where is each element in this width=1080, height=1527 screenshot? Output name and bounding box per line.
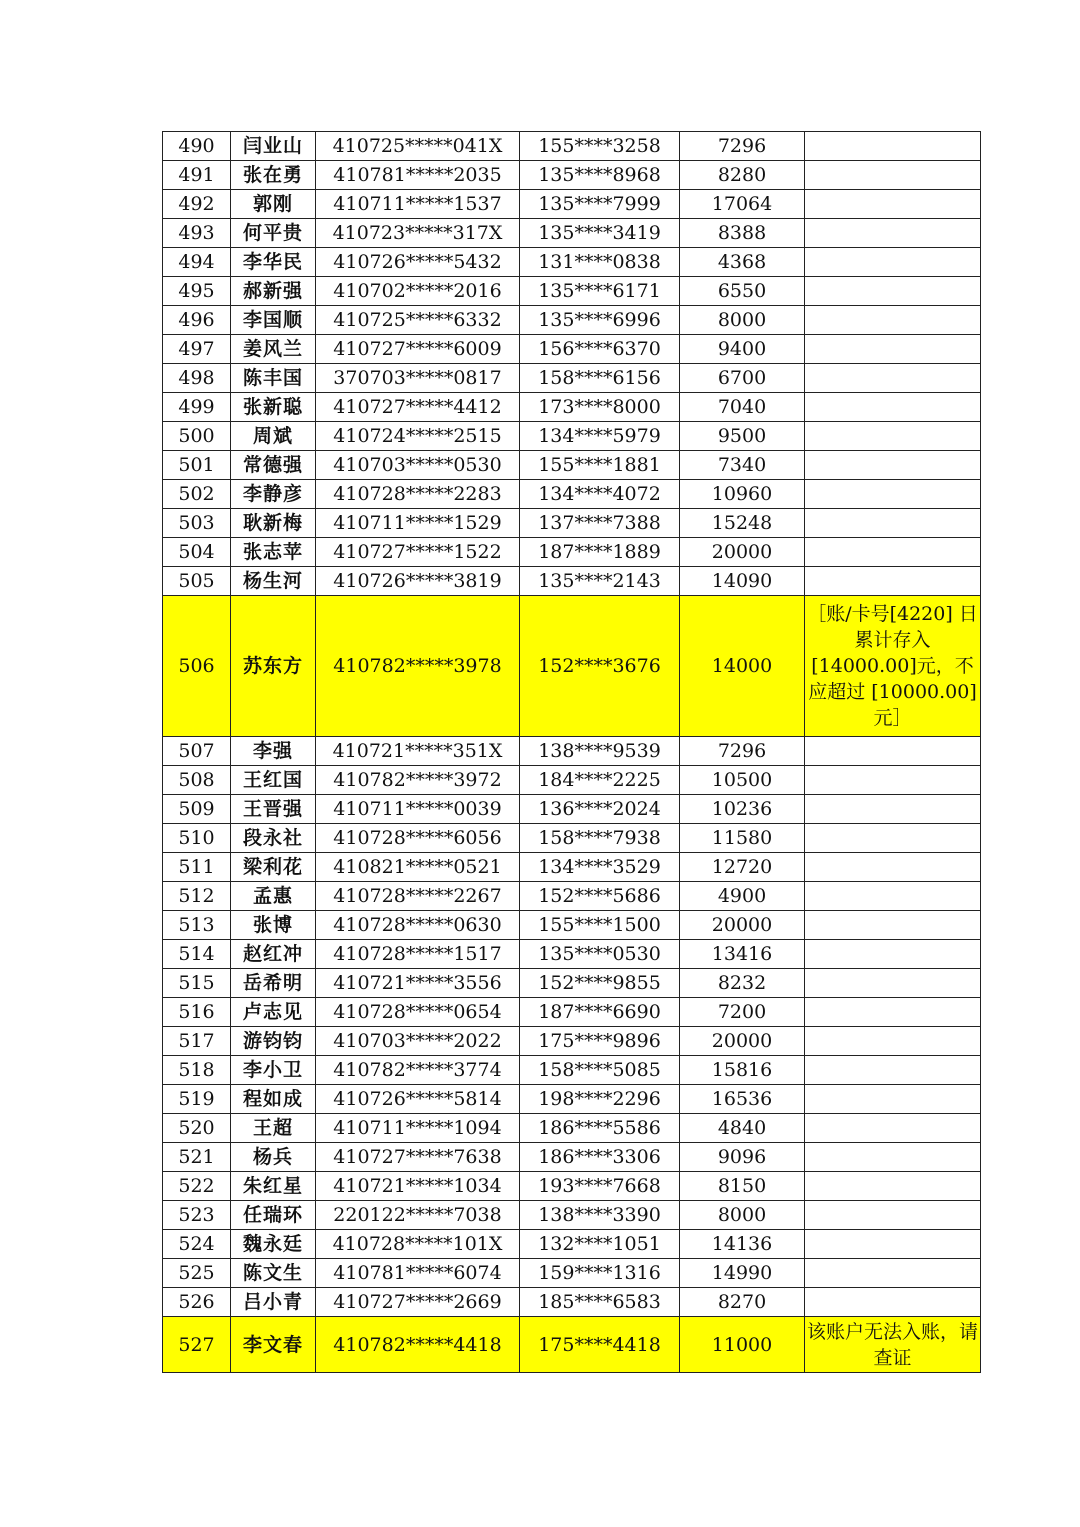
remark-cell	[805, 911, 981, 940]
remark-cell	[805, 882, 981, 911]
row-number-cell: 524	[163, 1230, 231, 1259]
remark-cell	[805, 277, 981, 306]
masked-phone-number-cell: 134****3529	[520, 853, 680, 882]
row-number-cell: 496	[163, 306, 231, 335]
table-row	[163, 161, 981, 190]
masked-phone-number-cell: 159****1316	[520, 1259, 680, 1288]
masked-id-number-cell: 410727*****2669	[316, 1288, 520, 1317]
amount-cell: 10236	[680, 795, 805, 824]
masked-phone-number-cell: 158****7938	[520, 824, 680, 853]
masked-id-number-cell: 410721*****1034	[316, 1172, 520, 1201]
table-row	[163, 824, 981, 853]
masked-id-number-cell: 410726*****5814	[316, 1085, 520, 1114]
person-name-cell: 郝新强	[231, 277, 316, 306]
remark-cell	[805, 940, 981, 969]
person-name-cell: 杨生河	[231, 567, 316, 596]
person-name-cell: 王晋强	[231, 795, 316, 824]
person-name-cell: 魏永廷	[231, 1230, 316, 1259]
masked-id-number-cell: 410728*****6056	[316, 824, 520, 853]
masked-phone-number-cell: 155****1500	[520, 911, 680, 940]
table-row	[163, 1027, 981, 1056]
amount-cell: 12720	[680, 853, 805, 882]
table-row	[163, 998, 981, 1027]
remark-cell	[805, 364, 981, 393]
row-number-cell: 494	[163, 248, 231, 277]
person-name-cell: 程如成	[231, 1085, 316, 1114]
amount-cell: 9500	[680, 422, 805, 451]
row-number-cell: 493	[163, 219, 231, 248]
masked-id-number-cell: 370703*****0817	[316, 364, 520, 393]
remark-cell: ［账/卡号[4220] 日累计存入 [14000.00]元，不应超过 [10000.00]元］	[805, 596, 981, 737]
person-name-cell: 张志苹	[231, 538, 316, 567]
table-row	[163, 480, 981, 509]
masked-id-number-cell: 410711*****0039	[316, 795, 520, 824]
table-row	[163, 306, 981, 335]
masked-phone-number-cell: 193****7668	[520, 1172, 680, 1201]
table-row	[163, 219, 981, 248]
masked-id-number-cell: 410821*****0521	[316, 853, 520, 882]
table-row	[163, 335, 981, 364]
masked-phone-number-cell: 134****5979	[520, 422, 680, 451]
table-row	[163, 1056, 981, 1085]
amount-cell: 8270	[680, 1288, 805, 1317]
masked-phone-number-cell: 186****3306	[520, 1143, 680, 1172]
person-name-cell: 王超	[231, 1114, 316, 1143]
table-row	[163, 1172, 981, 1201]
remark-cell	[805, 1056, 981, 1085]
table-row	[163, 364, 981, 393]
masked-phone-number-cell: 158****5085	[520, 1056, 680, 1085]
masked-phone-number-cell: 156****6370	[520, 335, 680, 364]
table-row	[163, 567, 981, 596]
masked-phone-number-cell: 135****8968	[520, 161, 680, 190]
masked-phone-number-cell: 135****7999	[520, 190, 680, 219]
masked-id-number-cell: 410727*****1522	[316, 538, 520, 567]
row-number-cell: 507	[163, 737, 231, 766]
table-row	[163, 911, 981, 940]
table-row-highlighted	[163, 1317, 981, 1373]
remark-cell	[805, 248, 981, 277]
row-number-cell: 517	[163, 1027, 231, 1056]
row-number-cell: 527	[163, 1317, 231, 1373]
person-name-cell: 李静彦	[231, 480, 316, 509]
person-name-cell: 李文春	[231, 1317, 316, 1373]
amount-cell: 7296	[680, 737, 805, 766]
table-row	[163, 766, 981, 795]
remark-cell	[805, 190, 981, 219]
row-number-cell: 510	[163, 824, 231, 853]
table-row	[163, 1288, 981, 1317]
amount-cell: 11580	[680, 824, 805, 853]
masked-id-number-cell: 410725*****6332	[316, 306, 520, 335]
masked-phone-number-cell: 173****8000	[520, 393, 680, 422]
remark-cell	[805, 1143, 981, 1172]
amount-cell: 17064	[680, 190, 805, 219]
masked-id-number-cell: 410728*****0654	[316, 998, 520, 1027]
masked-phone-number-cell: 198****2296	[520, 1085, 680, 1114]
amount-cell: 14090	[680, 567, 805, 596]
masked-phone-number-cell: 187****6690	[520, 998, 680, 1027]
table-row	[163, 277, 981, 306]
person-name-cell: 李华民	[231, 248, 316, 277]
table-row	[163, 393, 981, 422]
person-name-cell: 卢志见	[231, 998, 316, 1027]
person-name-cell: 吕小青	[231, 1288, 316, 1317]
masked-id-number-cell: 410782*****3972	[316, 766, 520, 795]
masked-id-number-cell: 410711*****1537	[316, 190, 520, 219]
table-row	[163, 882, 981, 911]
remark-cell	[805, 737, 981, 766]
remark-cell	[805, 1230, 981, 1259]
amount-cell: 8150	[680, 1172, 805, 1201]
remark-cell	[805, 567, 981, 596]
masked-id-number-cell: 410726*****5432	[316, 248, 520, 277]
table-row-highlighted	[163, 596, 981, 737]
table-row	[163, 1085, 981, 1114]
amount-cell: 4900	[680, 882, 805, 911]
masked-phone-number-cell: 155****3258	[520, 132, 680, 161]
row-number-cell: 492	[163, 190, 231, 219]
table-row	[163, 451, 981, 480]
amount-cell: 20000	[680, 538, 805, 567]
masked-phone-number-cell: 138****9539	[520, 737, 680, 766]
remark-cell	[805, 998, 981, 1027]
masked-id-number-cell: 410728*****2267	[316, 882, 520, 911]
masked-id-number-cell: 410711*****1529	[316, 509, 520, 538]
person-name-cell: 周斌	[231, 422, 316, 451]
masked-id-number-cell: 410726*****3819	[316, 567, 520, 596]
row-number-cell: 490	[163, 132, 231, 161]
amount-cell: 16536	[680, 1085, 805, 1114]
remark-cell	[805, 1201, 981, 1230]
masked-phone-number-cell: 186****5586	[520, 1114, 680, 1143]
masked-id-number-cell: 410702*****2016	[316, 277, 520, 306]
amount-cell: 7340	[680, 451, 805, 480]
row-number-cell: 520	[163, 1114, 231, 1143]
person-name-cell: 任瑞环	[231, 1201, 316, 1230]
masked-phone-number-cell: 187****1889	[520, 538, 680, 567]
masked-id-number-cell: 410781*****2035	[316, 161, 520, 190]
person-name-cell: 何平贵	[231, 219, 316, 248]
row-number-cell: 525	[163, 1259, 231, 1288]
row-number-cell: 515	[163, 969, 231, 998]
masked-phone-number-cell: 184****2225	[520, 766, 680, 795]
person-name-cell: 张在勇	[231, 161, 316, 190]
row-number-cell: 502	[163, 480, 231, 509]
masked-phone-number-cell: 131****0838	[520, 248, 680, 277]
person-name-cell: 李小卫	[231, 1056, 316, 1085]
person-name-cell: 苏东方	[231, 596, 316, 737]
table-row	[163, 132, 981, 161]
masked-phone-number-cell: 185****6583	[520, 1288, 680, 1317]
person-name-cell: 陈丰国	[231, 364, 316, 393]
masked-id-number-cell: 410721*****3556	[316, 969, 520, 998]
remark-cell	[805, 795, 981, 824]
amount-cell: 6550	[680, 277, 805, 306]
masked-id-number-cell: 410727*****7638	[316, 1143, 520, 1172]
row-number-cell: 513	[163, 911, 231, 940]
person-name-cell: 孟惠	[231, 882, 316, 911]
person-name-cell: 岳希明	[231, 969, 316, 998]
table-row	[163, 422, 981, 451]
masked-phone-number-cell: 136****2024	[520, 795, 680, 824]
amount-cell: 6700	[680, 364, 805, 393]
masked-id-number-cell: 410728*****0630	[316, 911, 520, 940]
table-row	[163, 538, 981, 567]
person-name-cell: 闫业山	[231, 132, 316, 161]
amount-cell: 8388	[680, 219, 805, 248]
amount-cell: 14990	[680, 1259, 805, 1288]
masked-phone-number-cell: 138****3390	[520, 1201, 680, 1230]
row-number-cell: 514	[163, 940, 231, 969]
masked-phone-number-cell: 135****6171	[520, 277, 680, 306]
remark-cell	[805, 219, 981, 248]
row-number-cell: 504	[163, 538, 231, 567]
masked-phone-number-cell: 152****5686	[520, 882, 680, 911]
amount-cell: 20000	[680, 1027, 805, 1056]
remark-cell	[805, 1172, 981, 1201]
row-number-cell: 523	[163, 1201, 231, 1230]
row-number-cell: 522	[163, 1172, 231, 1201]
table-row	[163, 1230, 981, 1259]
remark-cell	[805, 969, 981, 998]
remark-cell	[805, 306, 981, 335]
amount-cell: 9096	[680, 1143, 805, 1172]
masked-id-number-cell: 410721*****351X	[316, 737, 520, 766]
row-number-cell: 495	[163, 277, 231, 306]
remark-cell	[805, 1259, 981, 1288]
masked-phone-number-cell: 137****7388	[520, 509, 680, 538]
table-row	[163, 940, 981, 969]
masked-id-number-cell: 410782*****3774	[316, 1056, 520, 1085]
masked-id-number-cell: 410782*****3978	[316, 596, 520, 737]
masked-phone-number-cell: 158****6156	[520, 364, 680, 393]
remark-cell	[805, 766, 981, 795]
amount-cell: 14000	[680, 596, 805, 737]
row-number-cell: 498	[163, 364, 231, 393]
remark-cell	[805, 509, 981, 538]
table-row	[163, 509, 981, 538]
amount-cell: 4840	[680, 1114, 805, 1143]
person-name-cell: 段永社	[231, 824, 316, 853]
masked-id-number-cell: 410781*****6074	[316, 1259, 520, 1288]
person-name-cell: 李强	[231, 737, 316, 766]
row-number-cell: 506	[163, 596, 231, 737]
masked-id-number-cell: 410727*****6009	[316, 335, 520, 364]
masked-id-number-cell: 410703*****2022	[316, 1027, 520, 1056]
person-name-cell: 张新聪	[231, 393, 316, 422]
remark-cell	[805, 1085, 981, 1114]
remark-cell	[805, 335, 981, 364]
amount-cell: 7040	[680, 393, 805, 422]
amount-cell: 15248	[680, 509, 805, 538]
amount-cell: 10500	[680, 766, 805, 795]
row-number-cell: 526	[163, 1288, 231, 1317]
masked-phone-number-cell: 175****9896	[520, 1027, 680, 1056]
amount-cell: 7296	[680, 132, 805, 161]
amount-cell: 20000	[680, 911, 805, 940]
amount-cell: 8280	[680, 161, 805, 190]
row-number-cell: 518	[163, 1056, 231, 1085]
person-name-cell: 王红国	[231, 766, 316, 795]
row-number-cell: 509	[163, 795, 231, 824]
remark-cell: 该账户无法入账，请查证	[805, 1317, 981, 1373]
table-row	[163, 795, 981, 824]
row-number-cell: 519	[163, 1085, 231, 1114]
masked-id-number-cell: 410728*****101X	[316, 1230, 520, 1259]
masked-id-number-cell: 410703*****0530	[316, 451, 520, 480]
masked-id-number-cell: 410723*****317X	[316, 219, 520, 248]
person-name-cell: 李国顺	[231, 306, 316, 335]
roster-body	[163, 132, 981, 1373]
table-row	[163, 1259, 981, 1288]
row-number-cell: 497	[163, 335, 231, 364]
amount-cell: 7200	[680, 998, 805, 1027]
table-row	[163, 969, 981, 998]
amount-cell: 10960	[680, 480, 805, 509]
masked-phone-number-cell: 132****1051	[520, 1230, 680, 1259]
table-row	[163, 1143, 981, 1172]
person-name-cell: 常德强	[231, 451, 316, 480]
table-row	[163, 1114, 981, 1143]
amount-cell: 13416	[680, 940, 805, 969]
row-number-cell: 516	[163, 998, 231, 1027]
masked-phone-number-cell: 135****6996	[520, 306, 680, 335]
row-number-cell: 508	[163, 766, 231, 795]
masked-phone-number-cell: 134****4072	[520, 480, 680, 509]
row-number-cell: 501	[163, 451, 231, 480]
deposit-roster-table	[162, 131, 981, 1373]
amount-cell: 4368	[680, 248, 805, 277]
amount-cell: 8000	[680, 306, 805, 335]
remark-cell	[805, 853, 981, 882]
masked-id-number-cell: 410728*****1517	[316, 940, 520, 969]
remark-cell	[805, 480, 981, 509]
remark-cell	[805, 1288, 981, 1317]
row-number-cell: 500	[163, 422, 231, 451]
masked-phone-number-cell: 135****3419	[520, 219, 680, 248]
remark-cell	[805, 161, 981, 190]
masked-phone-number-cell: 152****9855	[520, 969, 680, 998]
masked-id-number-cell: 410711*****1094	[316, 1114, 520, 1143]
row-number-cell: 521	[163, 1143, 231, 1172]
remark-cell	[805, 422, 981, 451]
person-name-cell: 张博	[231, 911, 316, 940]
masked-id-number-cell: 410724*****2515	[316, 422, 520, 451]
row-number-cell: 503	[163, 509, 231, 538]
person-name-cell: 耿新梅	[231, 509, 316, 538]
masked-phone-number-cell: 175****4418	[520, 1317, 680, 1373]
person-name-cell: 郭刚	[231, 190, 316, 219]
table-row	[163, 1201, 981, 1230]
person-name-cell: 梁利花	[231, 853, 316, 882]
masked-id-number-cell: 410782*****4418	[316, 1317, 520, 1373]
masked-id-number-cell: 410728*****2283	[316, 480, 520, 509]
masked-phone-number-cell: 135****2143	[520, 567, 680, 596]
masked-phone-number-cell: 152****3676	[520, 596, 680, 737]
person-name-cell: 赵红冲	[231, 940, 316, 969]
amount-cell: 15816	[680, 1056, 805, 1085]
remark-cell	[805, 538, 981, 567]
remark-cell	[805, 1027, 981, 1056]
remark-cell	[805, 824, 981, 853]
row-number-cell: 491	[163, 161, 231, 190]
row-number-cell: 499	[163, 393, 231, 422]
person-name-cell: 姜风兰	[231, 335, 316, 364]
amount-cell: 11000	[680, 1317, 805, 1373]
remark-cell	[805, 393, 981, 422]
table-row	[163, 853, 981, 882]
row-number-cell: 505	[163, 567, 231, 596]
amount-cell: 9400	[680, 335, 805, 364]
masked-phone-number-cell: 155****1881	[520, 451, 680, 480]
amount-cell: 8000	[680, 1201, 805, 1230]
masked-phone-number-cell: 135****0530	[520, 940, 680, 969]
amount-cell: 14136	[680, 1230, 805, 1259]
table-row	[163, 737, 981, 766]
row-number-cell: 512	[163, 882, 231, 911]
table-row	[163, 248, 981, 277]
row-number-cell: 511	[163, 853, 231, 882]
amount-cell: 8232	[680, 969, 805, 998]
masked-id-number-cell: 410727*****4412	[316, 393, 520, 422]
person-name-cell: 杨兵	[231, 1143, 316, 1172]
person-name-cell: 游钧钧	[231, 1027, 316, 1056]
remark-cell	[805, 1114, 981, 1143]
remark-cell	[805, 451, 981, 480]
table-row	[163, 190, 981, 219]
masked-id-number-cell: 220122*****7038	[316, 1201, 520, 1230]
remark-cell	[805, 132, 981, 161]
person-name-cell: 陈文生	[231, 1259, 316, 1288]
person-name-cell: 朱红星	[231, 1172, 316, 1201]
masked-id-number-cell: 410725*****041X	[316, 132, 520, 161]
